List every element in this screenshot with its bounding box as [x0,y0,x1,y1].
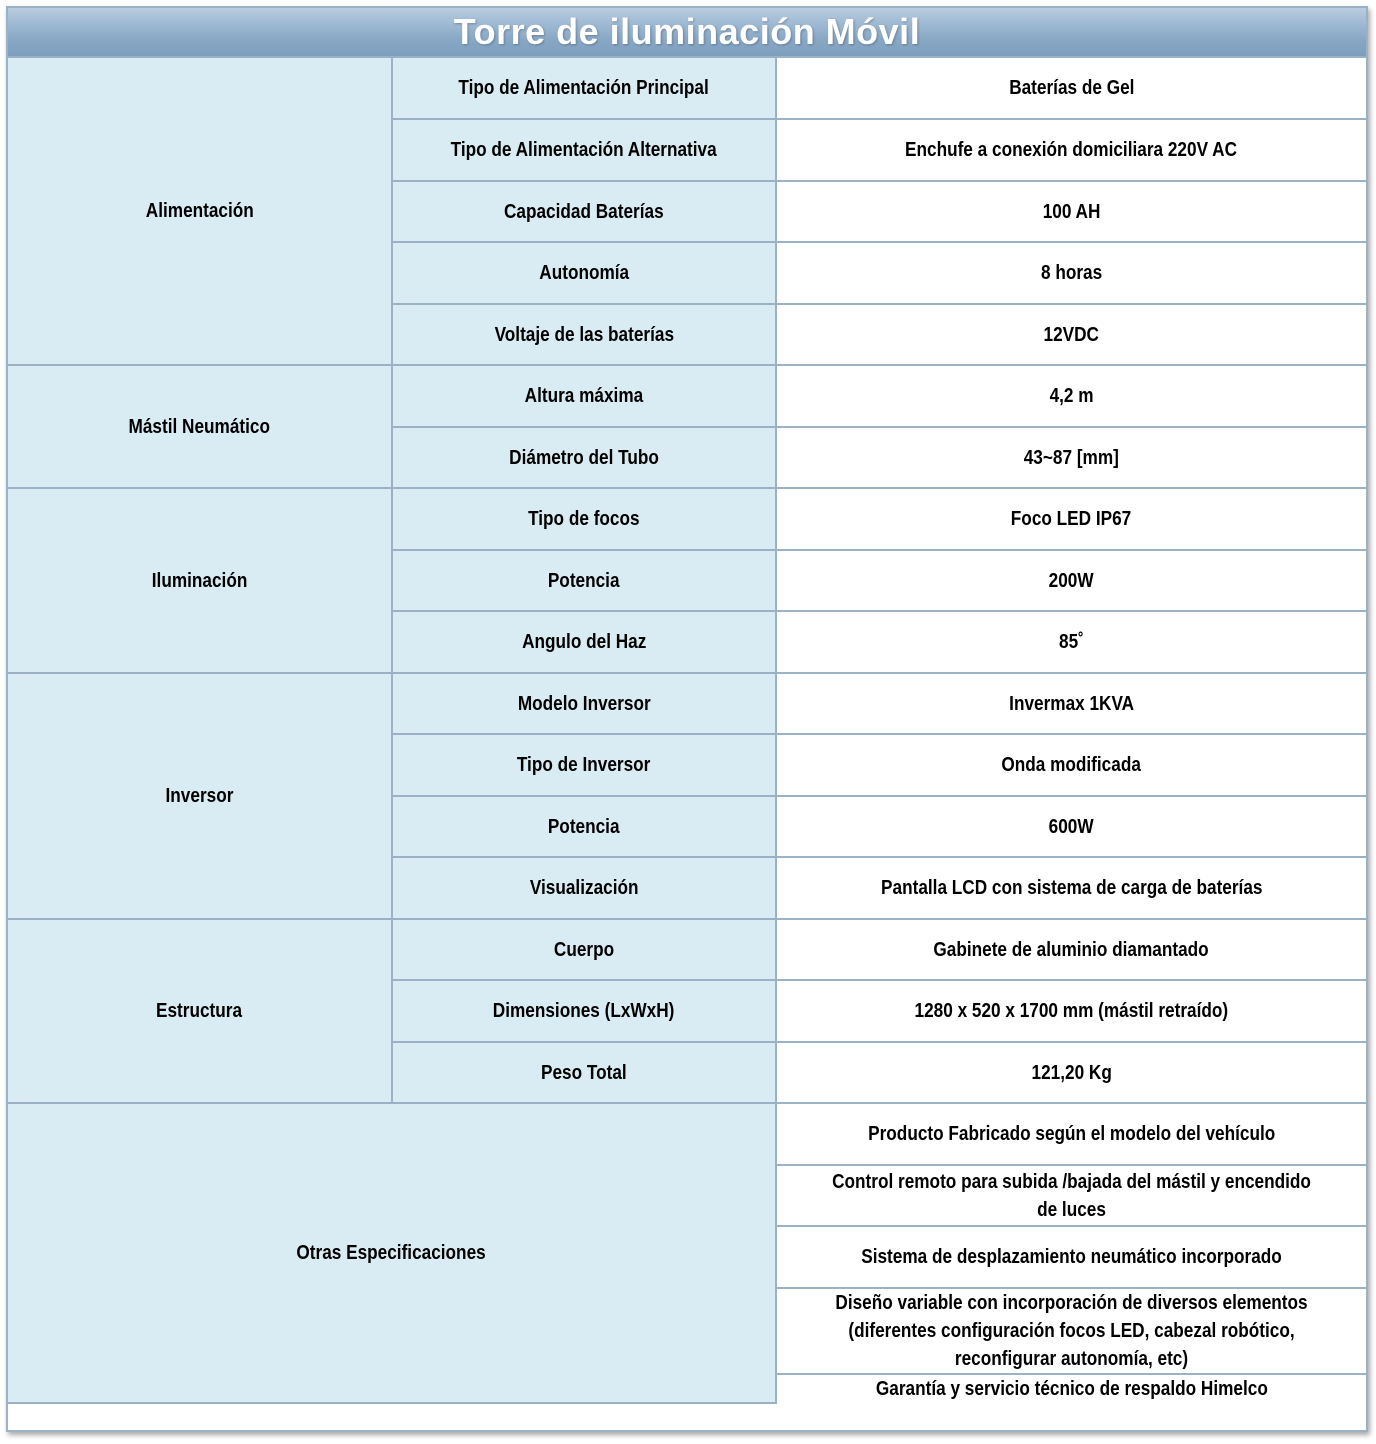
value-cell: Control remoto para subida /bajada del mástil y encendido de luces [776,1165,1366,1226]
param-cell: Diámetro del Tubo [392,427,776,488]
param-cell: Modelo Inversor [392,673,776,734]
param-cell: Tipo de Alimentación Alternativa [392,119,776,181]
param-cell: Cuerpo [392,919,776,980]
value-cell: Baterías de Gel [776,58,1366,119]
group-cell-mastil: Mástil Neumático [8,365,392,488]
value-cell: Producto Fabricado según el modelo del vehículo [776,1103,1366,1165]
value-cell: Foco LED IP67 [776,488,1366,550]
value-cell: 100 AH [776,181,1366,242]
group-cell-estructura: Estructura [8,919,392,1103]
value-cell: Onda modificada [776,734,1366,796]
value-cell: 200W [776,550,1366,611]
param-cell: Voltaje de las baterías [392,304,776,365]
value-cell: Garantía y servicio técnico de respaldo Himelco [776,1374,1366,1403]
title-bar [8,8,1366,58]
param-cell: Tipo de Alimentación Principal [392,58,776,119]
value-cell: 1280 x 520 x 1700 mm (mástil retraído) [776,980,1366,1042]
value-cell: Sistema de desplazamiento neumático incorporado [776,1226,1366,1288]
value-cell: 8 horas [776,242,1366,304]
param-cell: Autonomía [392,242,776,304]
spec-table [8,58,1366,1404]
value-cell: Pantalla LCD con sistema de carga de baterías [776,857,1366,919]
table-row [8,1103,1366,1165]
page-title: Torre de iluminación Móvil [453,11,921,52]
param-cell: Potencia [392,550,776,611]
param-cell: Dimensiones (LxWxH) [392,980,776,1042]
value-cell: 121,20 Kg [776,1042,1366,1103]
value-cell: 4,2 m [776,365,1366,427]
param-cell: Angulo del Haz [392,611,776,673]
value-cell: Enchufe a conexión domiciliara 220V AC [776,119,1366,181]
group-cell-alimentacion: Alimentación [8,58,392,365]
param-cell: Peso Total [392,1042,776,1103]
group-cell-otras: Otras Especificaciones [8,1103,776,1403]
param-cell: Tipo de focos [392,488,776,550]
group-cell-iluminacion: Iluminación [8,488,392,673]
table-row [8,488,1366,550]
table-row [8,58,1366,119]
table-row [8,365,1366,427]
value-cell: 600W [776,796,1366,857]
value-cell: 12VDC [776,304,1366,365]
param-cell: Altura máxima [392,365,776,427]
spec-sheet [6,6,1368,1432]
value-cell: Gabinete de aluminio diamantado [776,919,1366,980]
value-cell: Diseño variable con incorporación de diversos elementos (diferentes configuración focos LED, cabezal robótico, reconfigurar autonomía, etc) [776,1288,1366,1374]
param-cell: Potencia [392,796,776,857]
table-row [8,673,1366,734]
value-cell: Invermax 1KVA [776,673,1366,734]
param-cell: Visualización [392,857,776,919]
value-cell: 85˚ [776,611,1366,673]
param-cell: Tipo de Inversor [392,734,776,796]
value-cell: 43~87 [mm] [776,427,1366,488]
table-row [8,919,1366,980]
group-cell-inversor: Inversor [8,673,392,919]
param-cell: Capacidad Baterías [392,181,776,242]
